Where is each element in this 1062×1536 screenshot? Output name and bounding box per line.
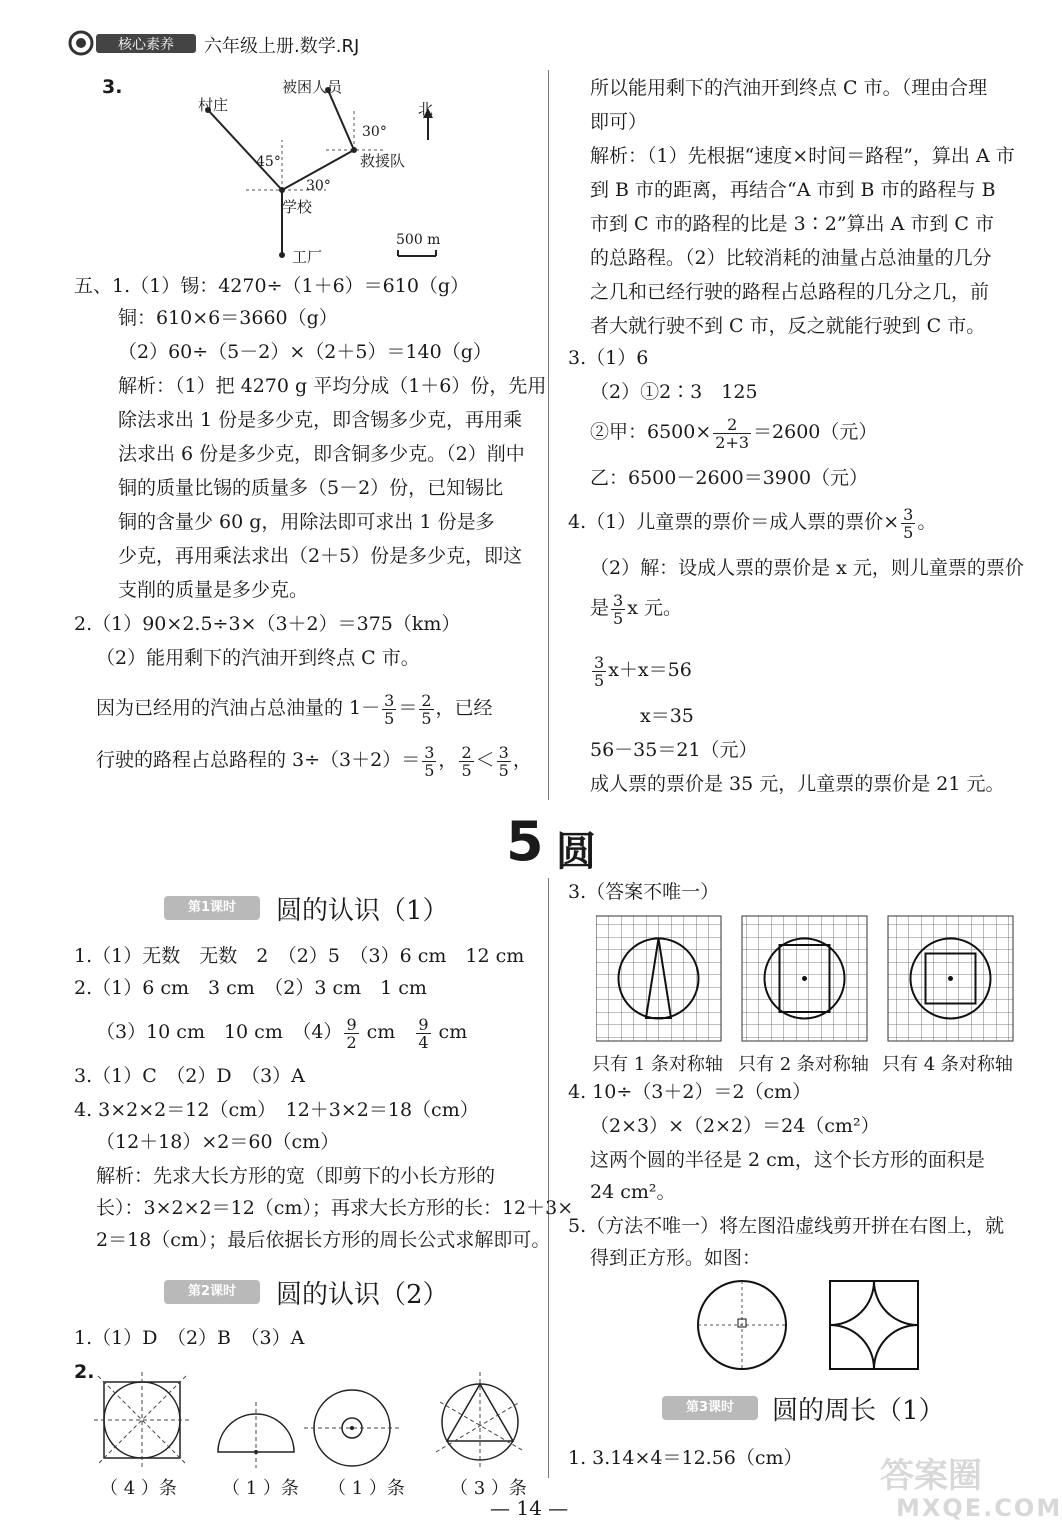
answer-label: （ 1 ）条 [328,1478,405,1499]
grid-caption: 只有 2 条对称轴 [738,1054,869,1075]
text-line: 24 cm²。 [590,1181,676,1203]
label-trapped: 被困人员 [282,78,343,96]
text-line: （2）解：设成人票的票价是 x 元，则儿童票的票价 [590,557,1024,579]
text-line-fraction: 是 $\frac{3}{5}$ x 元。 [590,590,682,628]
text-line: 4. 10÷（3＋2）＝2（cm） [568,1081,812,1103]
label-factory: 工厂 [292,248,323,266]
text-line: 这两个圆的半径是 2 cm，这个长方形的面积是 [590,1149,985,1171]
chapter-name: 圆 [556,829,596,875]
watermark-logo: 答案圈 [880,1456,982,1496]
brand-logo [68,30,198,56]
text-line: 1.（1）D （2）B （3）A [74,1327,305,1349]
text-line: 支削的质量是多少克。 [118,579,309,601]
text-line: x＝35 [640,705,694,727]
text-line: 之几和已经行驶的路程占总路程的几分之几，前 [590,281,990,303]
cut-and-rearrange-figures [690,1276,930,1374]
text-line: 即可） [590,111,648,133]
text-line: 法求出 6 份是多少克，即含铜多少克。（2）削中 [118,443,525,465]
text-line: 成人票的票价是 35 元，儿童票的票价是 21 元。 [590,773,1005,795]
label-angle-30-top: 30° [362,124,387,140]
text-line-fraction: $\frac{3}{5}$ x＋x＝56 [594,652,692,690]
text-line: 56－35＝21（元） [590,739,758,761]
text-line: 铜的含量少 60 g，用除法即可求出 1 份是多 [118,511,495,533]
text-line: 铜的质量比锡的质量多（5－2）份，已知锡比 [118,477,504,499]
text-line: 乙：6500－2600＝3900（元） [590,467,869,489]
text-line: 解析：先求大长方形的宽（即剪下的小长方形的 [96,1165,496,1187]
text-line: 解析：（1）把 4270 g 平均分成（1＋6）份，先用 [118,375,547,397]
fraction: $\frac{9}{2}$ [346,1014,357,1052]
label-village: 村庄 [198,96,229,114]
text-line: 4. 3×2×2＝12（cm） 12＋3×2＝18（cm） [74,1099,479,1121]
label-rescue: 救援队 [360,152,406,170]
text-line: 解析：（1）先根据“速度×时间＝路程”，算出 A 市 [590,145,1015,167]
text-line: （2）60÷（5－2）×（2＋5）＝140（g） [118,341,492,363]
lesson-badge: 第3课时 [662,1396,758,1420]
text-line: 得到正方形。如图： [590,1247,762,1269]
label-scale: 500 m [396,232,441,248]
question-number: 3. [102,76,123,98]
chapter-number: 5 [506,810,544,873]
fraction: $\frac{3}{5}$ [424,742,435,780]
text-line: 到 B 市的距离，再结合“A 市到 B 市的路程与 B [590,179,996,201]
text-line: （2）能用剩下的汽油开到终点 C 市。 [96,647,420,669]
text-line: 除法求出 1 份是多少克，即含锡多少克，再用乘 [118,409,523,431]
text-line: 少克，再用乘法求出（2＋5）份是多少克，即这 [118,545,523,567]
fraction: $\frac{2}{5}$ [421,690,432,728]
lesson-title: 圆的认识（2） [276,1280,449,1310]
text-line: 市到 C 市的路程的比是 3∶2”算出 A 市到 C 市 [590,213,994,235]
text-line: （2×3）×（2×2）＝24（cm²） [590,1115,880,1137]
text-line: 3.（1）6 [568,347,649,369]
text-line: 1.（1）无数 无数 2 （2）5 （3）6 cm 12 cm [74,945,525,967]
answer-label: （ 1 ）条 [222,1478,299,1499]
fraction: $\frac{2}{2+3}$ [715,414,750,452]
text-line: 长）：3×2×2＝12（cm）；再求大长方形的长：12＋3× [96,1197,574,1219]
text-line: 2.（1）6 cm 3 cm （2）3 cm 1 cm [74,977,427,999]
text-line: 3.（1）C （2）D （3）A [74,1065,305,1087]
text-line-fraction: （3）10 cm 10 cm （4） $\frac{9}{2}$ cm $\frac{9}{4}$ cm [96,1014,468,1052]
lesson-title: 圆的认识（1） [276,896,449,926]
header-subtitle: 六年级上册.数学.RJ [204,36,360,57]
fraction: $\frac{3}{5}$ [384,690,395,728]
lesson-title: 圆的周长（1） [772,1396,945,1426]
text-line-fraction: 行驶的路程占总路程的 3÷（3＋2）＝ $\frac{3}{5}$ ， $\frac{2}{5}$ ＜ $\frac{3}{5}$ ， [96,742,532,780]
label-north: 北 [418,100,434,118]
direction-diagram [96,70,456,270]
text-line: 2＝18（cm）；最后依据长方形的周长公式求解即可。 [96,1229,551,1251]
text-line: 铜：610×6＝3660（g） [118,307,338,329]
text-line-fraction: ②甲：6500× $\frac{2}{2+3}$ ＝2600（元） [590,414,878,452]
text-line: 的总路程。（2）比较消耗的油量占总油量的几分 [590,247,992,269]
text-line-fraction: 因为已经用的汽油占总油量的 1－ $\frac{3}{5}$ ＝ $\frac{2}{5}$ ，已经 [96,690,493,728]
text-line: （2）①2∶3 125 [590,381,758,403]
watermark-url: MXQE.COM [896,1494,1062,1522]
question-number: 2. [74,1361,95,1383]
fraction: $\frac{9}{4}$ [418,1014,429,1052]
fraction: $\frac{3}{5}$ [903,504,914,542]
logo-text: 核心素养 [118,37,174,53]
grid-caption: 只有 4 条对称轴 [882,1054,1013,1075]
text-line: 2.（1）90×2.5÷3×（3＋2）＝375（km） [74,613,461,635]
answer-label: （ 4 ）条 [100,1478,177,1499]
lesson-badge: 第1课时 [164,896,260,920]
fraction: $\frac{2}{5}$ [461,742,472,780]
page-number: — 14 — [490,1496,569,1520]
label-angle-45: 45° [256,154,281,170]
fraction: $\frac{3}{5}$ [613,590,624,628]
lesson-badge: 第2课时 [164,1280,260,1304]
text-line-fraction: 4.（1）儿童票的票价＝成人票的票价× $\frac{3}{5}$ 。 [568,504,937,542]
text-line: 5.（方法不唯一）将左图沿虚线剪开拼在右图上，就 [568,1215,1005,1237]
fraction: $\frac{3}{5}$ [498,742,509,780]
column-divider-top [548,70,549,800]
fraction: $\frac{3}{5}$ [594,652,605,690]
column-divider-bottom [548,878,549,1478]
text-line: 五、1.（1）锡：4270÷（1＋6）＝610（g） [74,275,470,297]
label-school: 学校 [282,198,313,216]
grid-figures [596,912,1026,1046]
text-line: 3.（答案不唯一） [568,881,720,903]
text-line: 所以能用剩下的汽油开到终点 C 市。（理由合理 [590,77,988,99]
answer-label: （ 3 ）条 [450,1478,527,1499]
text-line: 者大就行驶不到 C 市，反之就能行驶到 C 市。 [590,315,986,337]
grid-caption: 只有 1 条对称轴 [592,1054,723,1075]
text-line: （12＋18）×2＝60（cm） [96,1131,340,1153]
symmetry-figures [90,1362,530,1472]
label-angle-30-bottom: 30° [306,178,331,194]
text-line: 1. 3.14×4＝12.56（cm） [568,1447,803,1469]
